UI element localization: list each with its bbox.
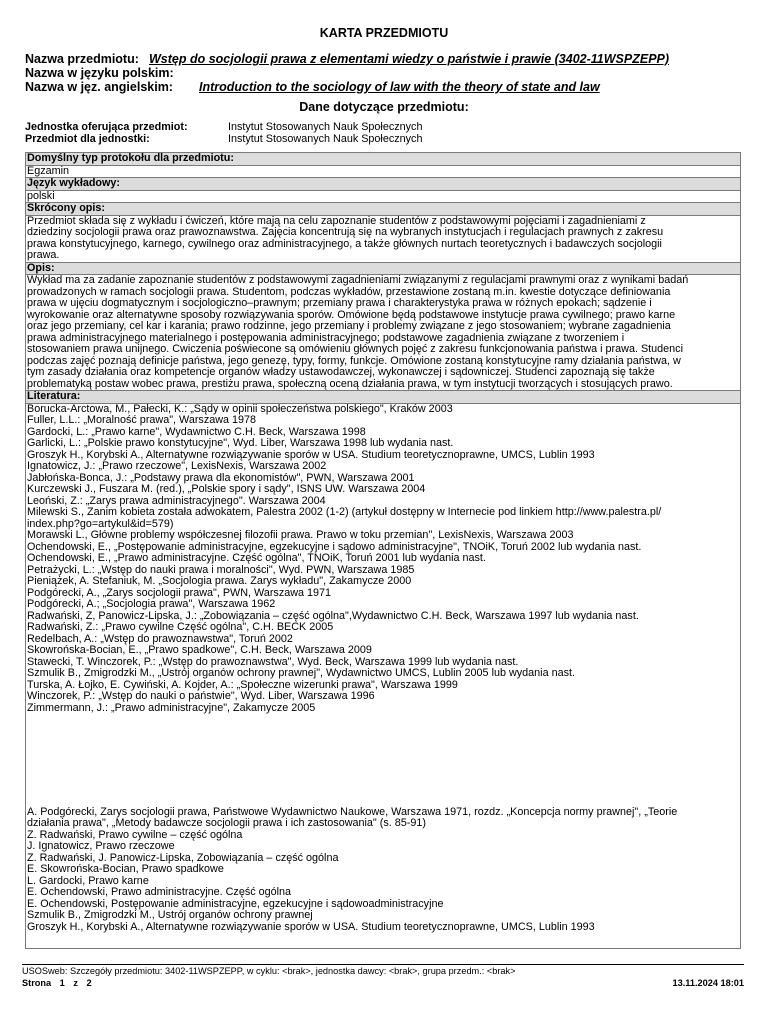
literature-item: Podgórecki, A., „Zarys socjologii prawa", PWN, Warszawa 1971 [27, 587, 332, 599]
literature-item: Pieniążek, A. Stefaniuk, M. „Socjologia prawa. Zarys wykładu", Zakamycze 2000 [27, 576, 412, 587]
offering-unit-label: Jednostka oferująca przedmiot: [25, 121, 188, 133]
literature-item: Petrażycki, L.: „Wstęp do nauki prawa i moralności", Wyd. PWN, Warszawa 1985 [27, 564, 415, 576]
description-line: podczas zajęć poznają definicje państwa, jego genezę, typy, formy, funkcje. Omówione zostaną konstytucyjne ramy działania państwa, w [27, 355, 681, 367]
page-number: 1 [59, 978, 65, 988]
literature-item: Podgórecki, A.; „Socjologia prawa", Warszawa 1962 [27, 599, 276, 610]
literature-item: Stawecki, T. Winczorek, P.: „Wstęp do prawoznawstwa", Wyd. Beck, Warszawa 1999 lub wydania nast. [27, 656, 519, 668]
footer-date: 13.11.2024 18:01 [672, 978, 744, 988]
short-description-header: Skrócony opis: [26, 202, 740, 215]
description-line: Wykład ma za zadanie zapoznanie studentów z podstawowymi zagadnieniami związanymi z regulacjami prawnymi oraz z wynikami badań [27, 275, 689, 286]
literature-item: Skowrońska-Bocian, E., „Prawo spadkowe", C.H. Beck, Warszawa 2009 [27, 645, 372, 656]
short-description-line: prawa konstytucyjnego, karnego, cywilnego oraz administracyjnego, a także głównych nurtach teoretycznych i badawczych socjologii [27, 238, 662, 250]
additional-literature-item: Z. Radwański, J. Panowicz-Lipska, Zobowiązania – część ogólna [27, 852, 339, 864]
description-line: wyrokowanie oraz alternatywne sposoby rozwiązywania sporów. Omówione będą podstawowe instytucje prawa cywilnego; prawo karne [27, 309, 676, 321]
literature-item: Jabłońska-Bonca, J.: „Podstawy prawa dla ekonomistów", PWN, Warszawa 2001 [27, 472, 415, 484]
literature-item: Gardocki, L.: „Prawo karne", Wydawnictwo C.H. Beck, Warszawa 1998 [27, 426, 366, 438]
short-description-line: Przedmiot składa się z wykładu i ćwiczeń, które mają na celu zapoznanie studentów z podstawowymi pojęciami i zagadnieniami z [27, 215, 646, 227]
description-line: prawa w ujęciu dogmatycznym i socjologiczno–prawnym; przemiany prawa i charakterystyka prawa w różnych epokach; sądzenie i [27, 298, 652, 309]
offering-unit-value: Instytut Stosowanych Nauk Społecznych [228, 121, 423, 133]
literature-item: Leoński, Z.: „Zarys prawa administracyjnego". Warszawa 2004 [27, 495, 326, 507]
literature-item: Radwański, Z, Panowicz-Lipska, J.: „Zobowiązania – część ogólna",Wydawnictwo C.H. Beck, Warszawa 1997 lub wydania nast. [27, 610, 639, 622]
english-name-value: Introduction to the sociology of law with the theory of state and law [199, 80, 600, 94]
polish-name-label: Nazwa w języku polskim: [25, 66, 174, 80]
course-data-heading: Dane dotyczące przedmiotu: [299, 100, 469, 114]
additional-literature-item: L. Gardocki, Prawo karne [27, 875, 149, 887]
page-title: KARTA PRZEDMIOTU [319, 26, 449, 40]
literature-item: Redelbach, A.: „Wstęp do prawoznawstwa", Toruń 2002 [27, 633, 293, 645]
course-name-label: Nazwa przedmiotu: [25, 52, 139, 66]
literature-item: Radwański, Z.: „Prawo cywilne Część ogólna", C.H. BECK 2005 [27, 622, 334, 633]
literature-item: Turska, A. Łojko, E. Cywiński, A. Kojder, A.: „Społeczne wizerunki prawa", Warszawa 1999 [27, 679, 458, 691]
footer-source: USOSweb: Szczegóły przedmiotu: 3402-11WSPZEPP, w cyklu: <brak>, jednostka dawcy: <brak>, grupa przedm.: <brak> [22, 966, 516, 976]
literature-item: Kurczewski J., Fuszara M. (red.), „Polskie spory i sądy", ISNS UW. Warszawa 2004 [27, 484, 426, 495]
additional-literature-item: działania prawa", „Metody badawcze socjologii prawa i ich zastosowania" (s. 85-91) [27, 818, 426, 829]
literature-item: Ochendowski, E., „Postępowanie administracyjne, egzekucyjne i sądowo administracyjne", TNOiK, Toruń 2002 lub wydania nast. [27, 541, 642, 553]
description-line: prowadzonych w ramach socjologii prawa. Studentom, podczas wykładów, przestawione zostaną m.in. kwestie dotyczące definiowania [27, 286, 671, 298]
literature-header: Literatura: [26, 390, 740, 403]
literature-item: Winczorek, P.: „Wstęp do nauki o państwie", Wyd. Liber, Warszawa 1996 [27, 691, 375, 702]
target-unit-value: Instytut Stosowanych Nauk Społecznych [228, 133, 423, 145]
literature-item: Groszyk H., Korybski A., Alternatywne rozwiązywanie sporów w USA. Studium teoretycznoprawne, UMCS, Lublin 1993 [27, 449, 595, 461]
description-text [26, 274, 740, 390]
additional-literature-item: E. Ochendowski, Prawo administracyjne. Część ogólna [27, 887, 292, 898]
page-of: z [73, 978, 78, 988]
literature-item: Borucka-Arctowa, M., Pałecki, K.: „Sądy w opinii społeczeństwa polskiego", Kraków 2003 [27, 403, 453, 415]
literature-item: Morawski L., Główne problemy współczesnej filozofii prawa. Prawo w toku przemian", LexisNexis, Warszawa 2003 [27, 530, 574, 541]
additional-literature-item: Szmulik B., Żmigrodzki M., Ustrój organów ochrony prawnej [27, 910, 313, 921]
literature-item: Ignatowicz, J.: „Prawo rzeczowe", LexisNexis, Warszawa 2002 [27, 461, 327, 472]
literature-item: Szmulik B., Żmigrodzki M., „Ustrój organów ochrony prawnej", Wydawnictwo UMCS, Lublin 2005 lub wydania nast. [27, 668, 575, 679]
protocol-value: Egzamin [26, 165, 740, 178]
literature-item: Zimmermann, J.: „Prawo administracyjne", Zakamycze 2005 [27, 702, 316, 714]
description-line: prawa administracyjnego materialnego i postępowania administracyjnego; podstawowe zagadnienia związane z tworzeniem i [27, 332, 625, 344]
course-details-table [25, 152, 741, 949]
description-line: oraz jego przemiany, cel kar i karania; prawo rodzinne, jego przemiany i problemy związane z jego stosowaniem; wybrane zagadnienia [27, 321, 671, 332]
additional-literature-list [27, 807, 739, 934]
additional-literature-item: Groszyk H., Korybski A., Alternatywne rozwiązywanie sporów w USA. Studium teoretycznoprawne, UMCS, Lublin 1993 [27, 921, 595, 933]
target-unit-label: Przedmiot dla jednostki: [25, 133, 150, 145]
additional-literature-item: A. Podgórecki, Zarys socjologii prawa, Państwowe Wydawnictwo Naukowe, Warszawa 1971, rozdz. „Koncepcja normy prawnej", „Teorie [27, 806, 678, 818]
literature-item: index.php?go=artykul&id=579) [27, 518, 174, 530]
description-line: stosowaniem prawa unijnego. Ćwiczenia poświecone są omówieniu głównych pojęć z zakresu funkcjonowania państwa i prawa. Studenci [27, 344, 683, 355]
short-description-line: prawa. [27, 250, 60, 261]
page-label: Strona [22, 978, 52, 988]
english-name-label: Nazwa w jęz. angielskim: [25, 80, 173, 94]
short-description-line: dziedziny socjologii prawa oraz prawoznawstwa. Zajęcia koncentrują się na wybranych instytucjach i regulacjach prawnych z zakresu [27, 227, 664, 238]
description-line: problematyką postaw wobec prawa, prestiżu prawa, społeczną oceną działania prawa, w tym instytucji tworzących i stosujących prawo. [27, 378, 673, 390]
literature-item: Ochendowski, E., „Prawo administracyjne. Część ogólna", TNOiK, Toruń 2001 lub wydania nast. [27, 553, 486, 564]
literature-item: Garlicki, L.: „Polskie prawo konstytucyjne", Wyd. Liber, Warszawa 1998 lub wydania nast. [27, 438, 454, 449]
language-value: polski [26, 190, 740, 203]
additional-literature-item: E. Ochendowski, Postępowanie administracyjne, egzekucyjne i sądowoadministracyjne [27, 898, 444, 910]
footer-divider [22, 964, 744, 965]
additional-literature-item: Z. Radwański, Prawo cywilne – część ogólna [27, 829, 243, 841]
literature-item: Milewski S., Zanim kobieta została adwokatem, Palestra 2002 (1-2) (artykuł dostępny w Internecie pod linkiem http://www.palestra.pl/ [27, 507, 662, 518]
page-total: 2 [86, 978, 92, 988]
literature-item: Fuller, L.L.: „Moralność prawa", Warszawa 1978 [27, 415, 257, 426]
course-name-value: Wstęp do socjologii prawa z elementami wiedzy o państwie i prawie (3402-11WSPZEPP) [149, 52, 670, 66]
description-header: Opis: [26, 262, 740, 275]
description-line: tym zasady działania oraz kompetencje organów władzy ustawodawczej, wykonawczej i sądowniczej. Studenci zapoznają się także [27, 367, 655, 378]
footer-pagination [22, 978, 98, 988]
additional-literature-item: E. Skowrońska-Bocian, Prawo spadkowe [27, 864, 224, 875]
protocol-header: Domyślny typ protokołu dla przedmiotu: [26, 153, 740, 165]
language-header: Język wykładowy: [26, 177, 740, 190]
additional-literature-item: J. Ignatowicz, Prawo rzeczowe [27, 841, 175, 852]
short-description-text [26, 215, 740, 262]
literature-list [26, 403, 740, 948]
